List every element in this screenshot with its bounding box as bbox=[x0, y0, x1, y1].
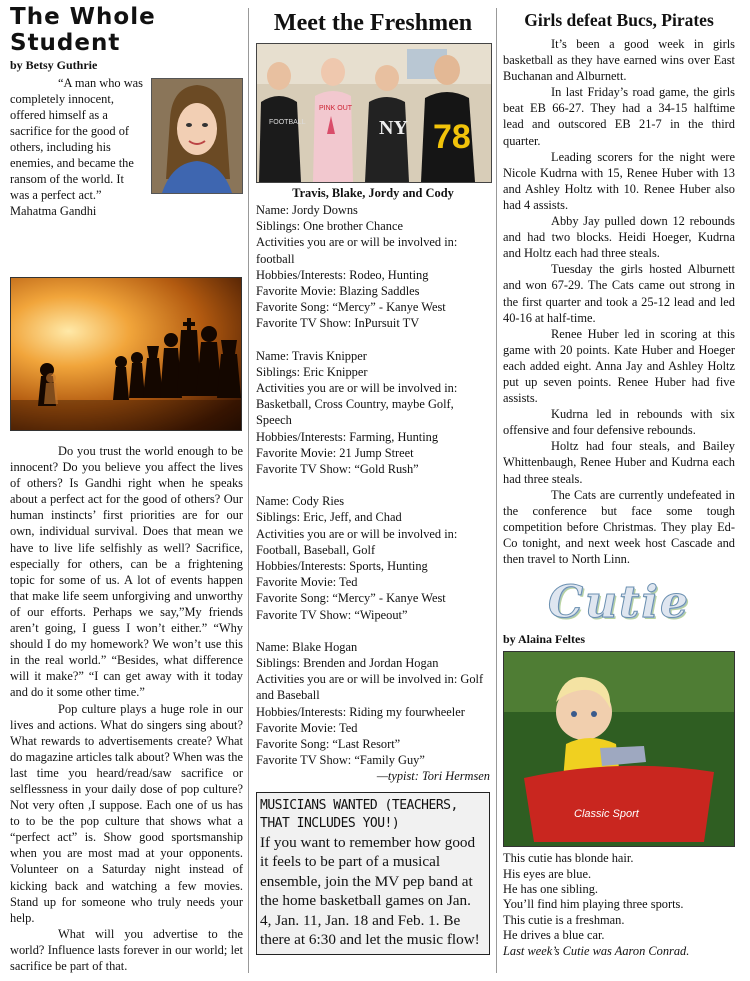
freshmen-photo bbox=[256, 43, 492, 183]
profile-line: Favorite TV Show: “Gold Rush” bbox=[256, 462, 419, 477]
article-title: The Whole Student bbox=[10, 4, 156, 56]
cutie-line: This cutie has blonde hair. bbox=[503, 851, 634, 866]
basketball-title: Girls defeat Bucs, Pirates bbox=[524, 10, 714, 30]
chess-pieces-image bbox=[10, 277, 242, 431]
profile-line: Siblings: Eric Knipper bbox=[256, 364, 368, 379]
wagon-text: Classic Sport bbox=[574, 808, 639, 821]
profile-line: Favorite Song: “Last Resort” bbox=[256, 737, 401, 752]
svg-text:PINK OUT: PINK OUT bbox=[319, 105, 353, 112]
column-meet-the-freshmen bbox=[256, 0, 490, 955]
profile-line: Favorite Song: “Mercy” - Kanye West bbox=[256, 591, 446, 606]
cutie-line: His eyes are blue. bbox=[503, 866, 592, 881]
profile-line: Favorite Movie: Ted bbox=[256, 575, 358, 590]
profile-travis bbox=[256, 348, 490, 478]
profile-jordy bbox=[256, 202, 490, 332]
cutie-last-week: Last week’s Cutie was Aaron Conrad. bbox=[503, 943, 690, 958]
svg-text:FOOTBALL: FOOTBALL bbox=[269, 119, 306, 126]
cutie-byline: by Alaina Feltes bbox=[503, 632, 586, 647]
profile-line: Hobbies/Interests: Rodeo, Hunting bbox=[256, 267, 429, 282]
profile-line: Siblings: Brenden and Jordan Hogan bbox=[256, 656, 439, 671]
profile-line: Favorite TV Show: “Family Guy” bbox=[256, 753, 425, 768]
column-the-whole-student bbox=[10, 0, 243, 974]
gandhi-quote: “A man who was completely innocent, offered himself as a sacrifice for the good of others, including his enemies, and became the ransom of the world. It was a perfect act.” Mahatma Gandhi bbox=[10, 76, 143, 218]
article-paragraph: What will you advertise to the world? Influence lasts forever in our world; let sacrifice be part of that. bbox=[10, 926, 243, 973]
profile-line: Favorite Movie: 21 Jump Street bbox=[256, 445, 414, 460]
profile-line: Activities you are or will be involved in: Golf and Baseball bbox=[256, 672, 484, 703]
profile-line: Name: Travis Knipper bbox=[256, 348, 367, 363]
svg-text:NY: NY bbox=[379, 117, 408, 139]
profile-line: Activities you are or will be involved in: Football, Baseball, Golf bbox=[256, 526, 458, 557]
cutie-logo: Cutie bbox=[547, 577, 691, 629]
quote-block bbox=[10, 75, 243, 275]
profile-line: Name: Cody Ries bbox=[256, 494, 345, 509]
cutie-line: You’ll find him playing three sports. bbox=[503, 897, 684, 912]
article-paragraph: Abby Jay pulled down 12 rebounds and had two blocks. Heidi Hoeger, Kudrna and Holtz each had three steals. bbox=[503, 214, 735, 261]
article-paragraph: The Cats are currently undefeated in the conference but face some tough competition before Christmas. They play Ed-Co tonight, and next week host Cascade and then travel to North Linn. bbox=[503, 487, 735, 566]
profile-line: Siblings: Eric, Jeff, and Chad bbox=[256, 510, 402, 525]
article-paragraph: It’s been a good week in girls basketball as they have earned wins over East Buchanan and Alburnett. bbox=[503, 37, 735, 84]
profile-line: Favorite TV Show: InPursuit TV bbox=[256, 316, 420, 331]
article-paragraph: Renee Huber led in scoring at this game with 20 points. Kate Huber and Hoeger each added eight. Anna Jay and Ashley Holtz put up seven points. Renee Huber had five assists. bbox=[503, 326, 735, 406]
profile-line: Hobbies/Interests: Farming, Hunting bbox=[256, 429, 439, 444]
profile-line: Activities you are or will be involved in: football bbox=[256, 235, 458, 266]
musicians-heading: MUSICIANS WANTED (TEACHERS, THAT INCLUDES YOU!) bbox=[260, 797, 458, 831]
profile-line: Favorite TV Show: “Wipeout” bbox=[256, 607, 408, 622]
article-paragraph: Leading scorers for the night were Nicole Kudrna with 15, Renee Huber with 13 and Ashley Holtz with 10. Renee Huber also had 4 assists. bbox=[503, 149, 735, 212]
profile-line: Favorite Movie: Ted bbox=[256, 720, 358, 735]
column-girls-basketball bbox=[503, 0, 735, 959]
cutie-line: He drives a blue car. bbox=[503, 928, 605, 943]
profile-line: Name: Jordy Downs bbox=[256, 203, 358, 217]
author-portrait bbox=[151, 78, 243, 194]
cutie-description bbox=[503, 851, 735, 959]
cutie-line: He has one sibling. bbox=[503, 881, 598, 896]
article-paragraph: Pop culture plays a huge role in our lives and actions. What do singers sing about? What rewards to advertisements create? What do magazine articles talk about? When was the last time you heard/read/saw sacrifice or selflessness in your daily dose of pop culture? Not very often ,I suppose. Each one of us has to to be the pop culture that shows what a “perfect act” is. Show good sportsmanship when you are most mad at your opponents. Volunteer on a Saturday night instead of kicking back and watching a few movies. Stand up for someone who truly needs your help. bbox=[10, 701, 243, 925]
jersey-number: 78 bbox=[433, 118, 471, 156]
article-paragraph: Holtz had four steals, and Bailey Whittenbaugh, Renee Huber and Kudrna each had three steals. bbox=[503, 439, 735, 486]
cutie-line: This cutie is a freshman. bbox=[503, 912, 625, 927]
profile-line: Siblings: One brother Chance bbox=[256, 219, 403, 234]
profile-line: Hobbies/Interests: Riding my fourwheeler bbox=[256, 704, 465, 719]
article-paragraph: In last Friday’s road game, the girls beat EB 66-27. They had a 34-15 halftime lead and outscored EB 21-7 in the third quarter. bbox=[503, 85, 735, 148]
byline: by Betsy Guthrie bbox=[10, 58, 98, 72]
article-paragraph: Do you trust the world enough to be innocent? Do you believe you affect the lives of others? Is Gandhi right when he speaks about a perfect act for the good of others? Our human instincts’ first priorities are for our own, individual survival. Does that mean we have to live life selfishly as well? Sacrifice, especially for others, can be a frightening topic for some of us. A lot of events happen that make life seem unforgiving and unworthy of our efforts. Perhaps we say,”My friends aren’t going, I guess I won’t either.” “Why should I do my homework? We won’t use this in the real world.” “Besides, what difference will it make?” “I can get away with it today and do it some other time.” bbox=[10, 444, 243, 700]
cutie-baby-photo bbox=[503, 651, 735, 847]
article-paragraph: Kudrna led in rebounds with six offensive and four defensive rebounds. bbox=[503, 407, 735, 438]
profile-line: Name: Blake Hogan bbox=[256, 639, 358, 654]
photo-caption: Travis, Blake, Jordy and Cody bbox=[292, 186, 454, 200]
profile-blake bbox=[256, 639, 490, 769]
musicians-body: If you want to remember how good it feels to be part of a musical ensemble, join the MV pep band at the home basketball games on Jan. 4, Jan. 11, Jan. 18 and Feb. 1. Be there at 6:30 and let the music flow! bbox=[260, 833, 480, 948]
profile-cody bbox=[256, 493, 490, 623]
profile-line: Hobbies/Interests: Sports, Hunting bbox=[256, 559, 428, 574]
freshmen-title: Meet the Freshmen bbox=[273, 10, 473, 36]
typist-credit: —typist: Tori Hermsen bbox=[376, 768, 490, 783]
article-paragraph: Tuesday the girls hosted Alburnett and won 67-29. The Cats came out strong in the first quarter and took a 25-12 lead and led 40-16 at half-time. bbox=[503, 262, 735, 325]
musicians-wanted-box bbox=[256, 792, 490, 955]
profile-line: Favorite Movie: Blazing Saddles bbox=[256, 284, 420, 299]
profile-line: Favorite Song: “Mercy” - Kanye West bbox=[256, 300, 446, 315]
profile-line: Activities you are or will be involved in: Basketball, Cross Country, maybe Golf, Speech bbox=[256, 381, 458, 428]
